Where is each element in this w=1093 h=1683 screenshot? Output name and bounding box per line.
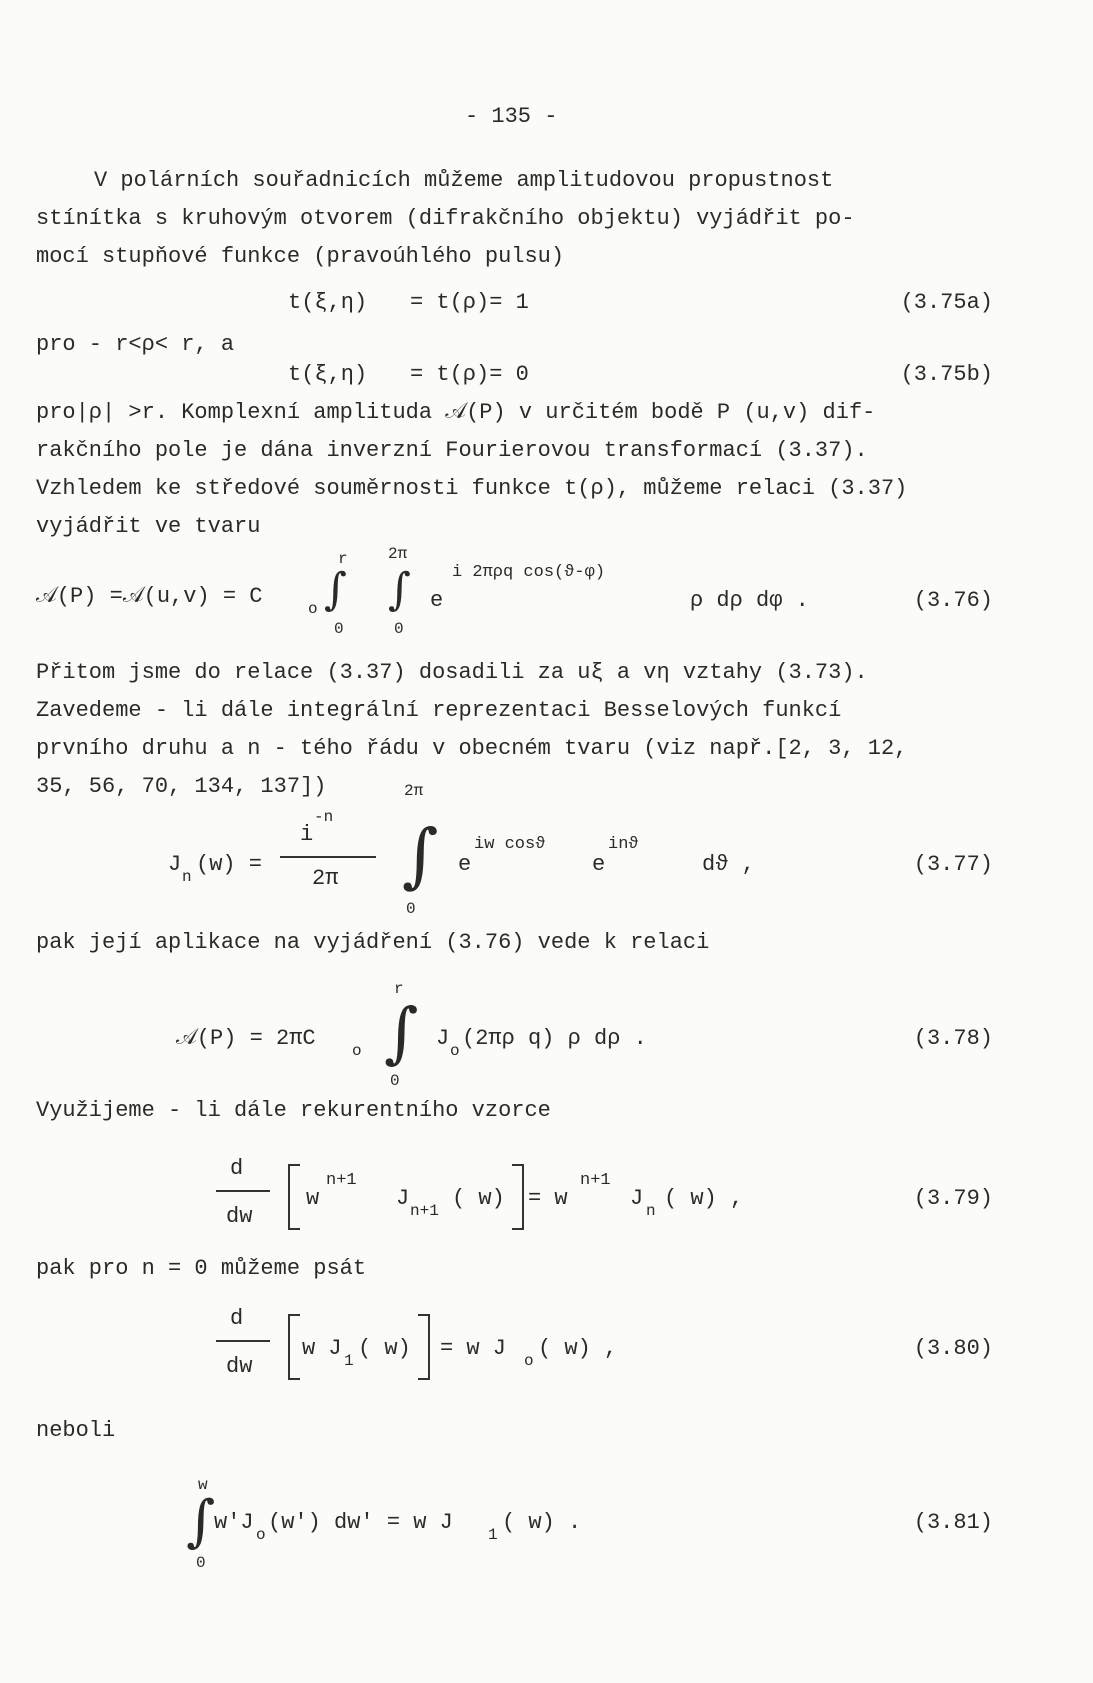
equation-rhs: = t(ρ)= 0 xyxy=(410,362,529,387)
integrand-arg: (2πρ q) ρ dρ . xyxy=(462,1026,647,1051)
exponent: inϑ xyxy=(608,835,639,854)
fraction-numerator: i xyxy=(300,822,314,847)
bessel-arg: ( w) , xyxy=(664,1186,744,1211)
integral-sign-icon: ∫ xyxy=(384,994,419,1071)
variable-w: w xyxy=(306,1186,320,1211)
paragraph-line: vyjádřit ve tvaru xyxy=(36,514,261,539)
exponent: i 2πρq cos(ϑ-φ) xyxy=(452,563,606,582)
subscript: 1 xyxy=(344,1352,354,1370)
equation-lhs: t(ξ,η) xyxy=(288,290,368,315)
integral-upper-limit: 2π xyxy=(404,782,424,800)
equation-number: (3.77) xyxy=(913,852,993,877)
equation-tail: dϑ , xyxy=(702,852,755,877)
equation-lhs: 𝒜(P) = 2πC xyxy=(176,1026,316,1051)
fraction-numerator: d xyxy=(230,1156,244,1181)
paragraph-line: pak její aplikace na vyjádření (3.76) vede k relaci xyxy=(36,930,710,955)
exponent: iw cosϑ xyxy=(474,835,546,854)
bessel-arg: ( w) . xyxy=(502,1510,582,1535)
bessel-J: J xyxy=(396,1186,410,1211)
right-bracket xyxy=(418,1314,430,1380)
equation-lhs: 𝒜(P) =𝒜(u,v) = C xyxy=(36,584,263,609)
integral-lower-limit: 0 xyxy=(406,900,416,918)
subscript: n xyxy=(182,868,192,886)
integral-upper-limit: w xyxy=(198,1476,208,1494)
bessel-J: J xyxy=(630,1186,644,1211)
paragraph-line: V polárních souřadnicích můžeme amplitudovou propustnost xyxy=(94,168,834,193)
integrand-arg: (w') dw' = w J xyxy=(268,1510,453,1535)
integral-sign-icon: ∫ xyxy=(388,564,411,615)
integral-upper-limit: 2π xyxy=(388,545,408,563)
fraction-bar xyxy=(216,1340,270,1342)
paragraph-line: Vzhledem ke středové souměrnosti funkce t(ρ), můžeme relaci (3.37) xyxy=(36,476,908,501)
left-bracket xyxy=(288,1164,300,1230)
paragraph-line: pro - r<ρ< r, a xyxy=(36,332,235,357)
fraction-denominator: 2π xyxy=(312,866,339,891)
exponential-base: e xyxy=(592,852,606,877)
superscript: n+1 xyxy=(326,1171,357,1190)
bracket-inner: w J xyxy=(302,1336,342,1361)
paragraph-line: 35, 56, 70, 134, 137]) xyxy=(36,774,327,799)
superscript: -n xyxy=(314,808,334,826)
paragraph-line: Zavedeme - li dále integrální reprezentaci Besselových funkcí xyxy=(36,698,842,723)
left-bracket xyxy=(288,1314,300,1380)
subscript: 1 xyxy=(488,1526,498,1544)
paragraph-line: prvního druhu a n - tého řádu v obecném tvaru (viz např.[2, 3, 12, xyxy=(36,736,908,761)
subscript: o xyxy=(352,1042,362,1060)
superscript: n+1 xyxy=(580,1171,611,1190)
integral-upper-limit: r xyxy=(338,550,348,568)
fraction-denominator: dw xyxy=(226,1354,253,1379)
equation-number: (3.75b) xyxy=(900,362,993,387)
integrand: J xyxy=(436,1026,450,1051)
bessel-arg: ( w) xyxy=(452,1186,505,1211)
integral-sign-icon: ∫ xyxy=(324,564,347,615)
integral-lower-limit: 0 xyxy=(390,1072,400,1090)
subscript: o xyxy=(450,1042,460,1060)
equation-number: (3.75a) xyxy=(900,290,993,315)
equation-rhs: = w J xyxy=(440,1336,507,1361)
integral-lower-limit: 0 xyxy=(334,620,344,638)
integral-lower-limit: 0 xyxy=(196,1554,206,1572)
equation-number: (3.81) xyxy=(913,1510,993,1535)
equation-number: (3.76) xyxy=(913,588,993,613)
bessel-arg: ( w) xyxy=(358,1336,411,1361)
page-number: - 135 - xyxy=(465,104,558,129)
paragraph-line: mocí stupňové funkce (pravoúhlého pulsu) xyxy=(36,244,565,269)
integral-sign-icon: ∫ xyxy=(186,1489,216,1554)
integral-upper-limit: r xyxy=(394,980,404,998)
exponential-base: e xyxy=(430,588,444,613)
subscript: n xyxy=(646,1202,656,1220)
equation-rhs: = w xyxy=(528,1186,568,1211)
fraction-bar xyxy=(280,856,376,858)
integral-sign-icon: ∫ xyxy=(402,814,439,896)
exponential-base: e xyxy=(458,852,472,877)
equation-tail: ρ dρ dφ . xyxy=(690,588,809,613)
equation-lhs: J xyxy=(168,852,182,877)
subscript: o xyxy=(256,1526,266,1544)
equation-rhs: = t(ρ)= 1 xyxy=(410,290,529,315)
equation-number: (3.80) xyxy=(913,1336,993,1361)
equation-number: (3.78) xyxy=(913,1026,993,1051)
fraction-bar xyxy=(216,1190,270,1192)
paragraph-line: Přitom jsme do relace (3.37) dosadili za uξ a vη vztahy (3.73). xyxy=(36,660,868,685)
paragraph-line: stínítka s kruhovým otvorem (difrakčního objektu) vyjádřit po- xyxy=(36,206,855,231)
paragraph-line: Využijeme - li dále rekurentního vzorce xyxy=(36,1098,551,1123)
subscript: n+1 xyxy=(410,1202,439,1220)
paragraph-line: pro|ρ| >r. Komplexní amplituda 𝒜(P) v určitém bodě P (u,v) dif- xyxy=(36,400,876,425)
equation-number: (3.79) xyxy=(913,1186,993,1211)
paragraph-line: rakčního pole je dána inverzní Fourierovou transformací (3.37). xyxy=(36,438,868,463)
integral-lower-limit: 0 xyxy=(394,620,404,638)
equation-lhs: t(ξ,η) xyxy=(288,362,368,387)
integrand: w'J xyxy=(214,1510,254,1535)
bessel-arg: ( w) , xyxy=(538,1336,618,1361)
subscript: o xyxy=(524,1352,534,1370)
fraction-denominator: dw xyxy=(226,1204,253,1229)
subscript: o xyxy=(308,600,318,618)
paragraph-line: pak pro n = 0 můžeme psát xyxy=(36,1256,367,1281)
fraction-numerator: d xyxy=(230,1306,244,1331)
equation-lhs-arg: (w) = xyxy=(196,852,263,877)
paragraph-line: neboli xyxy=(36,1418,116,1443)
right-bracket xyxy=(512,1164,524,1230)
